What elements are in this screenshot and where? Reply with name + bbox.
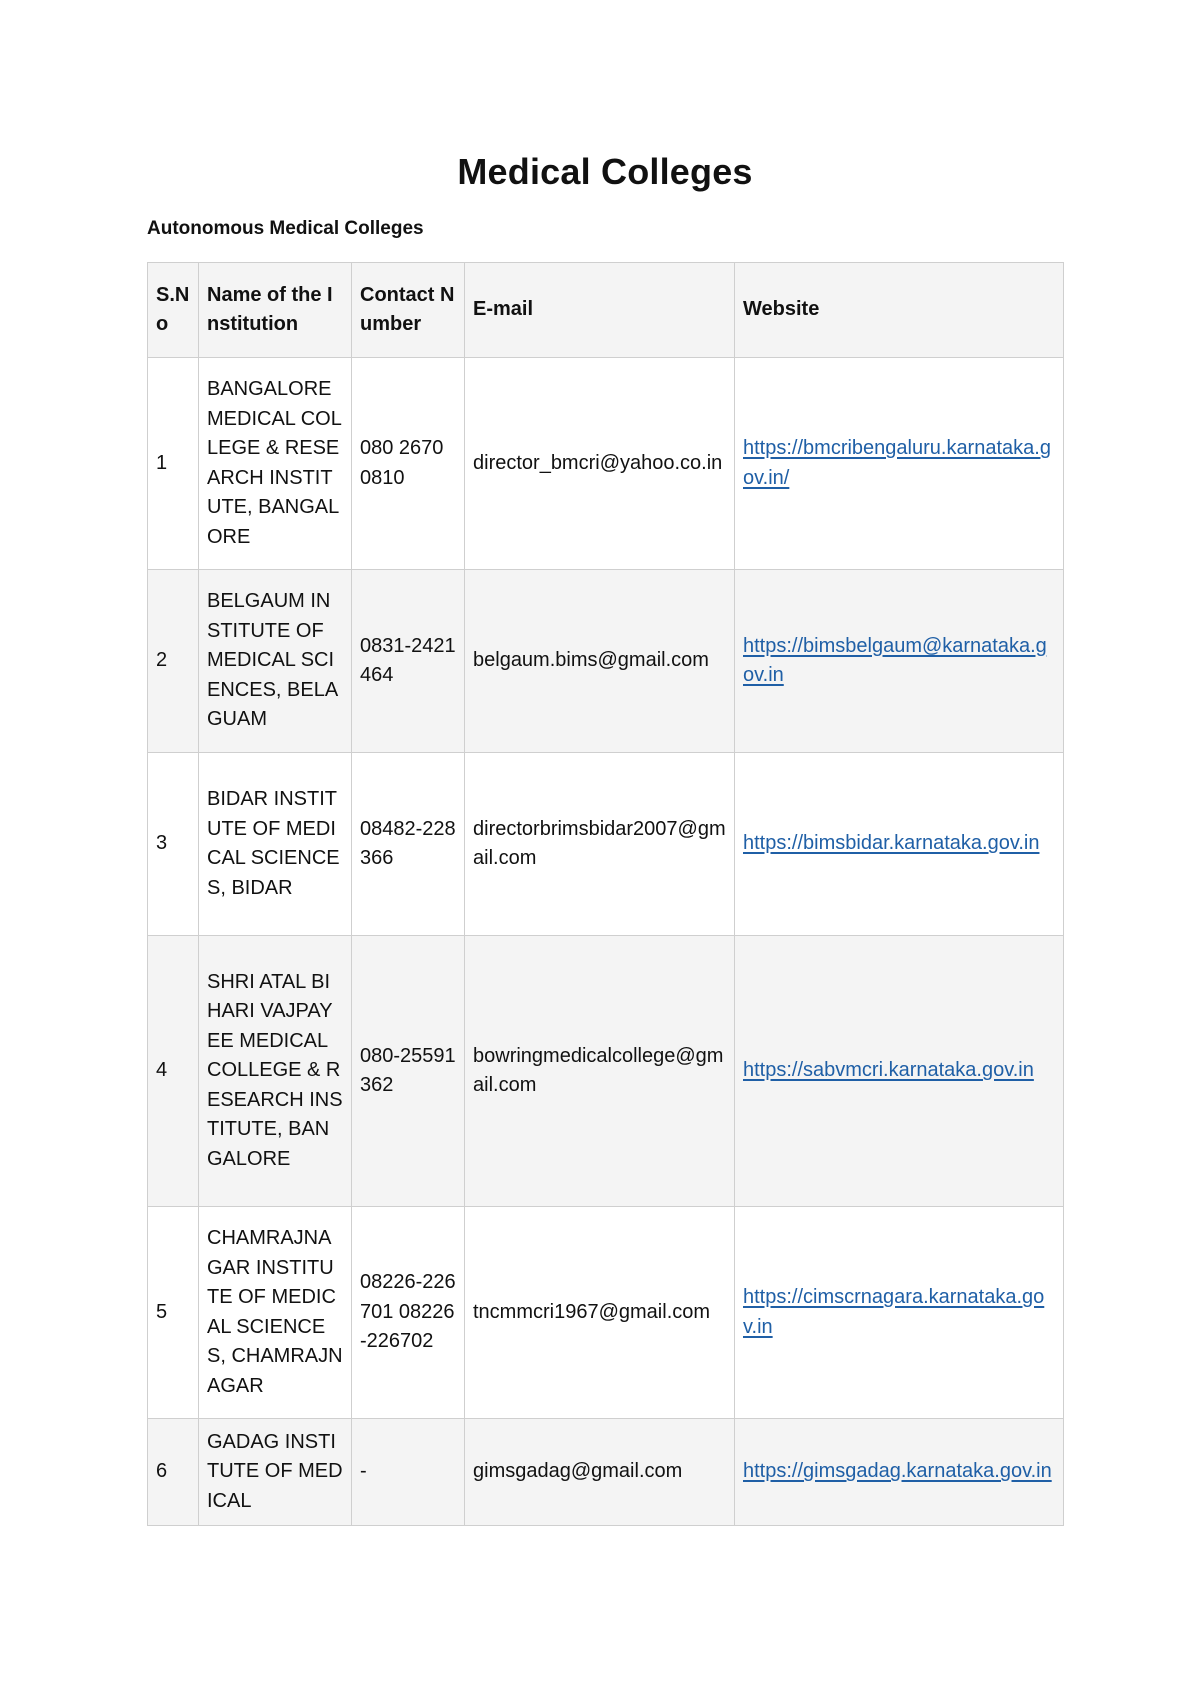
header-email: E-mail: [465, 263, 735, 358]
table-row: [148, 570, 1064, 753]
row-contact-number: 08482-228366: [352, 753, 465, 936]
website-link[interactable]: https://gimsgadag.karnataka.gov.in: [743, 1460, 1052, 1483]
row-contact-number: 080-25591362: [352, 936, 465, 1207]
table-row: [148, 753, 1064, 936]
row-sno: 2: [148, 570, 199, 753]
row-email: directorbrimsbidar2007@gmail.com: [465, 753, 735, 936]
row-sno: 5: [148, 1207, 199, 1419]
section-heading: Autonomous Medical Colleges: [147, 218, 424, 239]
row-website-cell: [735, 570, 1064, 753]
website-link[interactable]: https://sabvmcri.karnataka.gov.in: [743, 1059, 1034, 1082]
table-header-row: [148, 263, 1064, 358]
row-contact-number: 08226-226701 08226-226702: [352, 1207, 465, 1419]
row-contact-number: 0831-2421464: [352, 570, 465, 753]
header-sno: S.No: [148, 263, 199, 358]
website-link[interactable]: https://bmcribengaluru.karnataka.gov.in/: [743, 437, 1051, 489]
row-sno: 6: [148, 1419, 199, 1526]
row-sno: 3: [148, 753, 199, 936]
row-sno: 1: [148, 358, 199, 570]
header-contact: Contact Number: [352, 263, 465, 358]
row-institution-name: CHAMRAJNAGAR INSTITUTE OF MEDICAL SCIENCES, CHAMRAJNAGAR: [199, 1207, 352, 1419]
row-institution-name: BIDAR INSTITUTE OF MEDICAL SCIENCES, BIDAR: [199, 753, 352, 936]
row-email: director_bmcri@yahoo.co.in: [465, 358, 735, 570]
website-link[interactable]: https://bimsbidar.karnataka.gov.in: [743, 832, 1040, 855]
row-website-cell: [735, 753, 1064, 936]
row-email: tncmmcri1967@gmail.com: [465, 1207, 735, 1419]
row-institution-name: BANGALORE MEDICAL COLLEGE & RESEARCH INSTITUTE, BANGALORE: [199, 358, 352, 570]
page-title: Medical Colleges: [457, 151, 753, 192]
row-sno: 4: [148, 936, 199, 1207]
table-row: [148, 358, 1064, 570]
website-link[interactable]: https://cimscrnagara.karnataka.gov.in: [743, 1286, 1045, 1338]
row-email: belgaum.bims@gmail.com: [465, 570, 735, 753]
row-institution-name: BELGAUM INSTITUTE OF MEDICAL SCIENCES, BELAGUAM: [199, 570, 352, 753]
row-email: gimsgadag@gmail.com: [465, 1419, 735, 1526]
row-institution-name: GADAG INSTITUTE OF MEDICAL: [199, 1419, 352, 1526]
row-website-cell: [735, 936, 1064, 1207]
row-contact-number: -: [352, 1419, 465, 1526]
row-institution-name: SHRI ATAL BIHARI VAJPAYEE MEDICAL COLLEGE & RESEARCH INSTITUTE, BANGALORE: [199, 936, 352, 1207]
row-website-cell: [735, 358, 1064, 570]
row-email: bowringmedicalcollege@gmail.com: [465, 936, 735, 1207]
row-website-cell: [735, 1207, 1064, 1419]
header-name: Name of the Institution: [199, 263, 352, 358]
website-link[interactable]: https://bimsbelgaum@karnataka.gov.in: [743, 634, 1047, 686]
table-row: [148, 1419, 1064, 1526]
table-row: [148, 936, 1064, 1207]
row-contact-number: 080 2670 0810: [352, 358, 465, 570]
medical-colleges-table: [147, 262, 1064, 1526]
table-row: [148, 1207, 1064, 1419]
row-website-cell: [735, 1419, 1064, 1526]
header-website: Website: [735, 263, 1064, 358]
